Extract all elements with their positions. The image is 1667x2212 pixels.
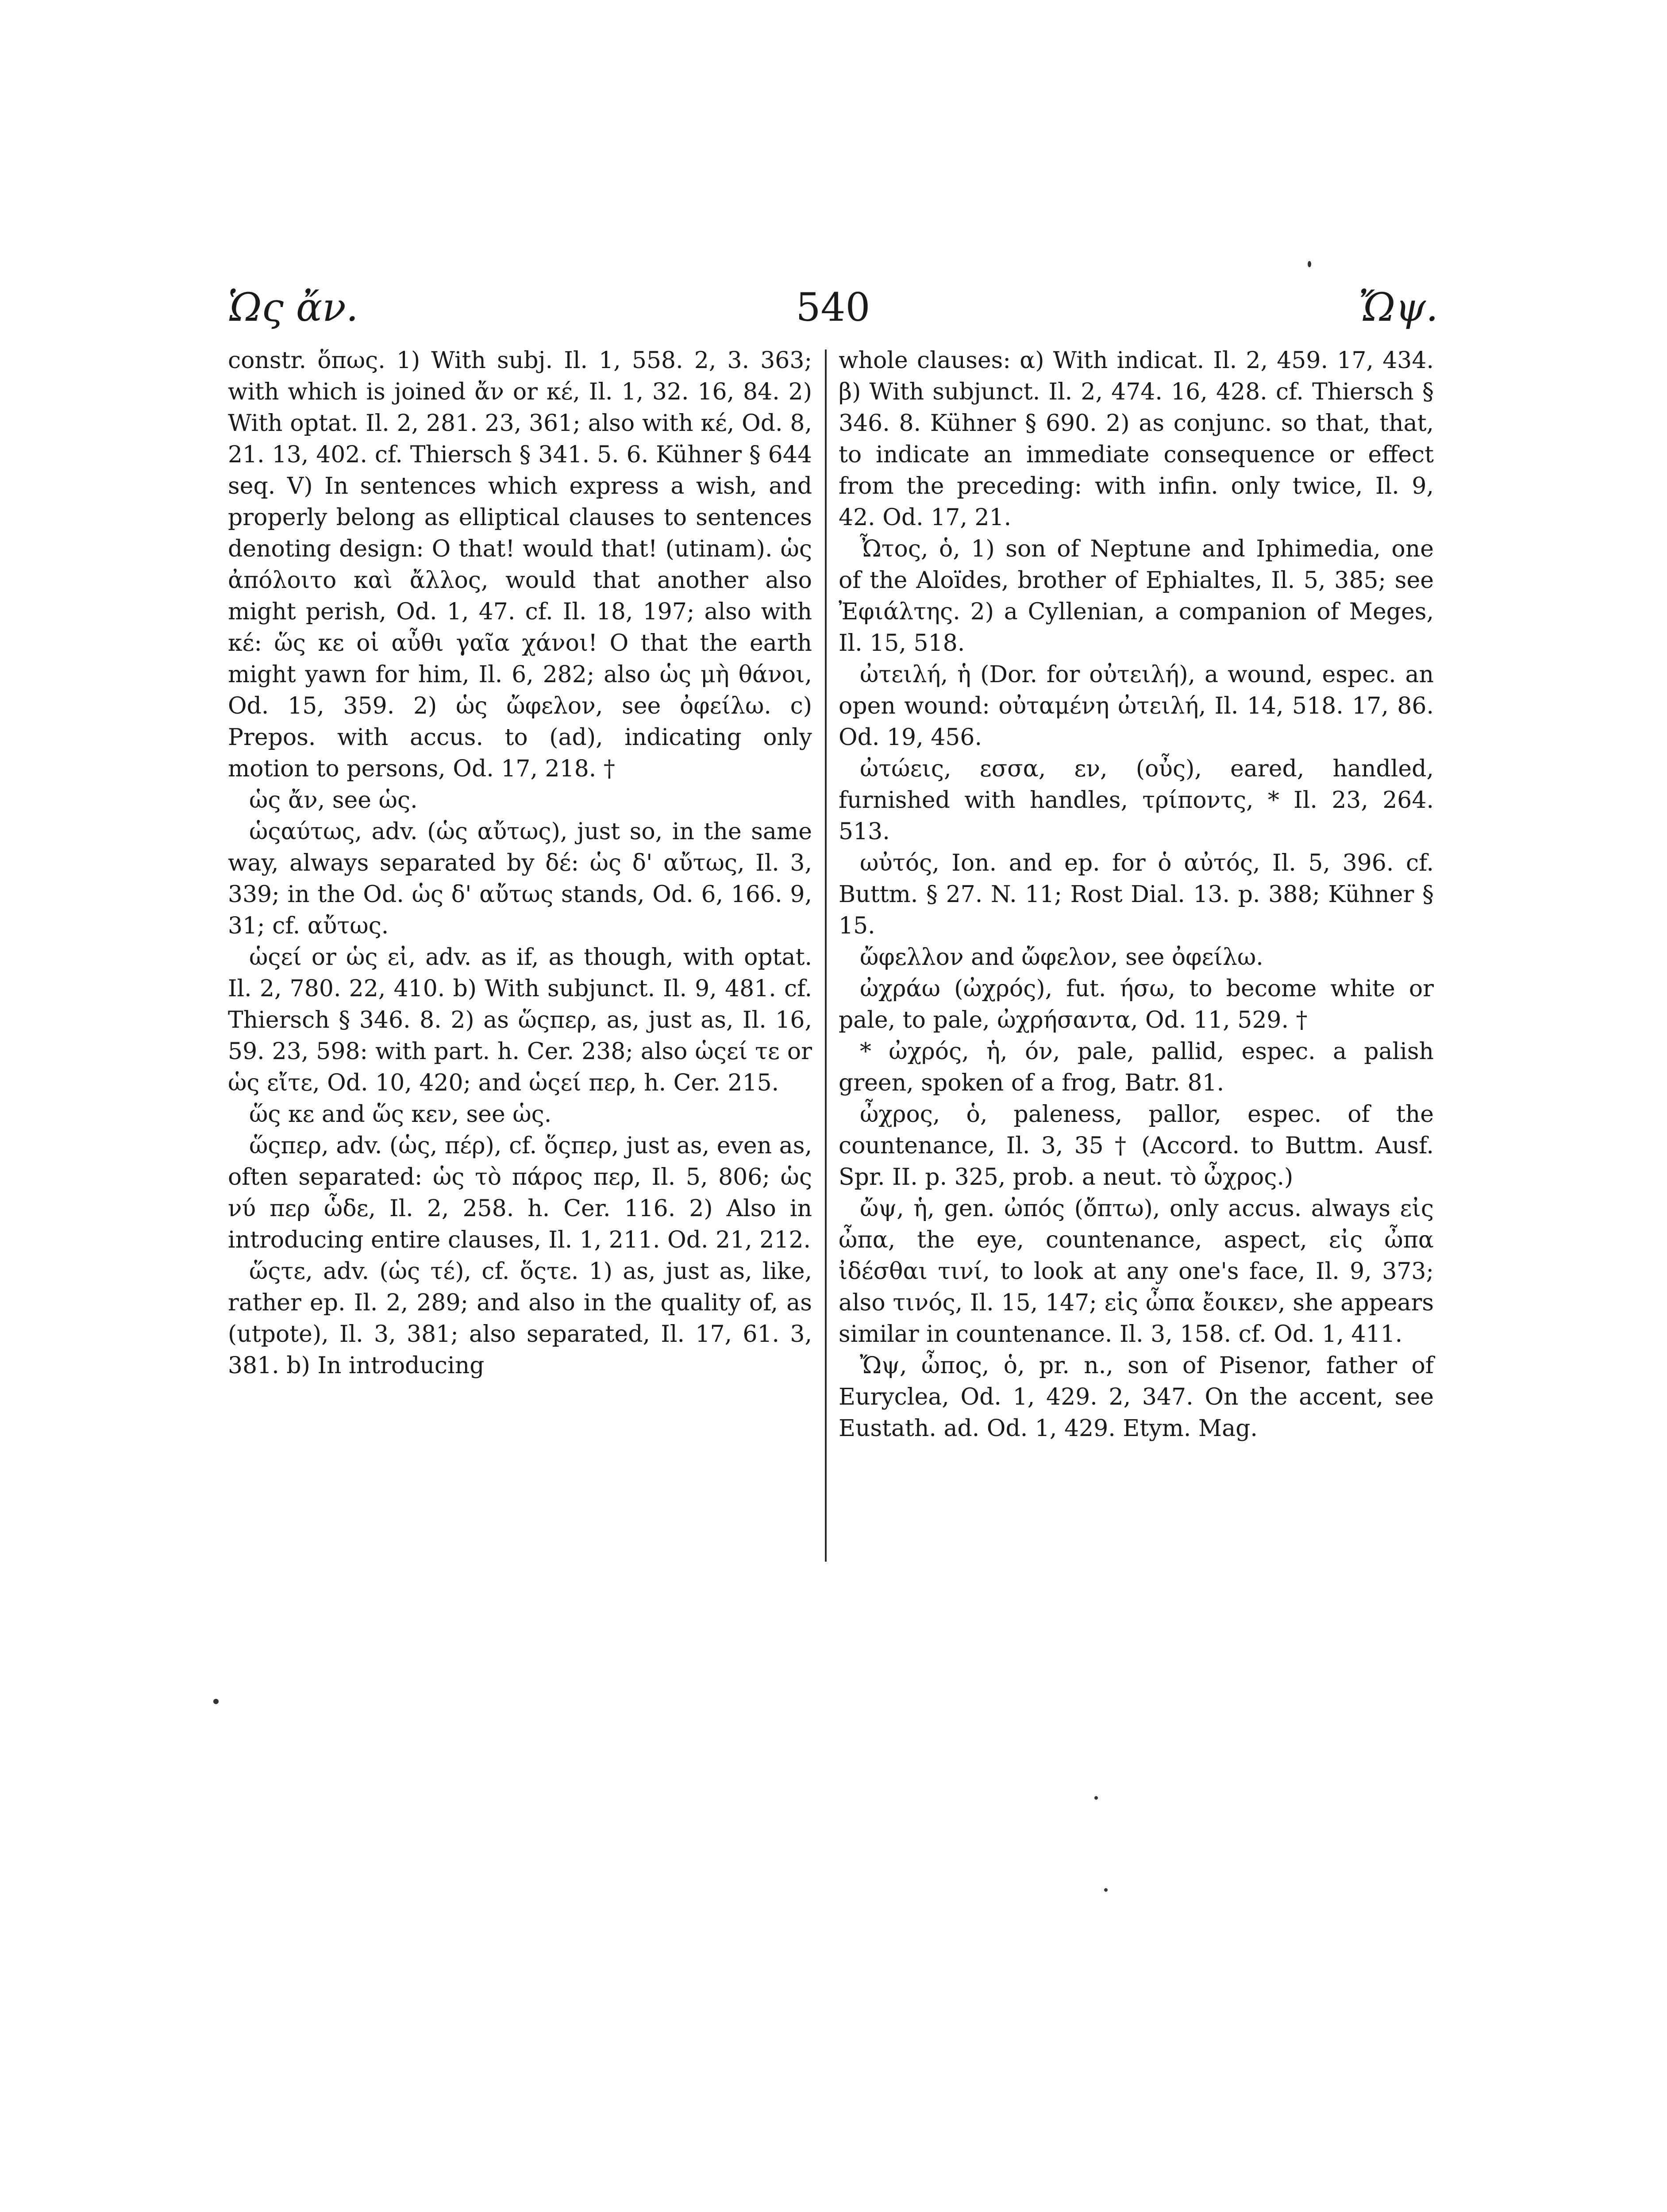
dictionary-entry: ὠτειλή, ἡ (Dor. for οὐτειλή), a wound, espec. an open wound: οὐταμένη ὠτειλή, Il. 14, 518. 17, 86. Od. 19, 456.: [839, 661, 1434, 751]
print-speck: [213, 1699, 219, 1704]
dictionary-entry: ὤφελλον and ὤφελον, see ὀφείλω.: [860, 944, 1263, 971]
header-left-guideword: Ὡς ἄν.: [228, 284, 358, 330]
dictionary-entry: Ὤψ, ὦπος, ὁ, pr. n., son of Pisenor, father of Euryclea, Od. 1, 429. 2, 347. On the accent, see Eustath. ad. Od. 1, 429. Etym. Mag.: [839, 1352, 1434, 1442]
dictionary-entry: whole clauses: α) With indicat. Il. 2, 459. 17, 434. β) With subjunct. Il. 2, 474. 16, 428. cf. Thiersch § 346. 8. Kühner § 690. 2) as conjunc. so that, that, to indicate an immediate consequence or effect from the preceding: with infin. only twice, Il. 9, 42. Od. 17, 21.: [839, 347, 1434, 531]
right-column: [839, 345, 1434, 1444]
print-speck: [1308, 261, 1311, 267]
dictionary-entry: ὠτώεις, εσσα, εν, (οὖς), eared, handled, furnished with handles, τρίποντς, * Il. 23, 264. 513.: [839, 756, 1434, 845]
dictionary-entry: * ὠχρός, ἡ, όν, pale, pallid, espec. a palish green, spoken of a frog, Batr. 81.: [839, 1038, 1434, 1096]
running-header: [228, 281, 1438, 334]
dictionary-entry: ὥςπερ, adv. (ὡς, πέρ), cf. ὅςπερ, just as, even as, often separated: ὡς τὸ πάρος περ, Il. 5, 806; ὡς νύ περ ὧδε, Il. 2, 258. h. Cer. 116. 2) Also in introducing entire clauses, Il. 1, 211. Od. 21, 212.: [228, 1133, 812, 1253]
dictionary-entry: ὦχρος, ὁ, paleness, pallor, espec. of the countenance, Il. 3, 35 † (Accord. to Buttm. Ausf. Spr. II. p. 325, prob. a neut. τὸ ὦχρος.): [839, 1101, 1434, 1190]
print-speck: [1094, 1796, 1098, 1800]
column-divider: [825, 349, 827, 1562]
dictionary-entry: Ὦτος, ὁ, 1) son of Neptune and Iphimedia, one of the Aloïdes, brother of Ephialtes, Il. 5, 385; see Ἐφιάλτης. 2) a Cyllenian, a companion of Meges, Il. 15, 518.: [839, 536, 1434, 657]
left-column: [228, 345, 812, 1382]
header-right-guideword: Ὤψ.: [1358, 284, 1438, 330]
dictionary-entry: ὠχράω (ὠχρός), fut. ήσω, to become white or pale, to pale, ὠχρήσαντα, Od. 11, 529. †: [839, 975, 1434, 1033]
dictionary-entry: ὡς ἄν, see ὡς.: [249, 787, 418, 814]
dictionary-entry: constr. ὅπως. 1) With subj. Il. 1, 558. 2, 3. 363; with which is joined ἄν or κέ, Il. 1, 32. 16, 84. 2) With optat. Il. 2, 281. 23, 361; also with κέ, Od. 8, 21. 13, 402. cf. Thiersch § 341. 5. 6. Kühner § 644 seq. V) In sentences which express a wish, and properly belong as elliptical clauses to sentences denoting design: O that! would that! (utinam). ὡς ἀπόλοιτο καὶ ἄλλος, would that another also might perish, Od. 1, 47. cf. Il. 18, 197; also with κέ: ὥς κε οἱ αὖθι γαῖα χάνοι! O that the earth might yawn for him, Il. 6, 282; also ὡς μὴ θάνοι, Od. 15, 359. 2) ὡς ὤφελον, see ὀφείλω. c) Prepos. with accus. to (ad), indicating only motion to persons, Od. 17, 218. †: [228, 347, 812, 782]
dictionary-entry: ωὐτός, Ion. and ep. for ὁ αὐτός, Il. 5, 396. cf. Buttm. § 27. N. 11; Rost Dial. 13. p. 388; Kühner § 15.: [839, 850, 1434, 939]
dictionary-entry: ὥς κε and ὥς κεν, see ὡς.: [249, 1101, 552, 1128]
dictionary-entry: ὡςεί or ὡς εἰ, adv. as if, as though, with optat. Il. 2, 780. 22, 410. b) With subjunct. Il. 9, 481. cf. Thiersch § 346. 8. 2) as ὥςπερ, as, just as, Il. 16, 59. 23, 598: with part. h. Cer. 238; also ὡςεί τε or ὡς εἴτε, Od. 10, 420; and ὡςεί περ, h. Cer. 215.: [228, 944, 812, 1096]
print-speck: [1104, 1888, 1108, 1892]
dictionary-entry: ὡςαύτως, adv. (ὡς αὔτως), just so, in the same way, always separated by δέ: ὡς δ' αὔτως, Il. 3, 339; in the Od. ὡς δ' αὔτως stands, Od. 6, 166. 9, 31; cf. αὔτως.: [228, 818, 812, 939]
page-number: 540: [796, 284, 870, 330]
dictionary-entry: ὤψ, ἡ, gen. ὠπός (ὄπτω), only accus. always εἰς ὦπα, the eye, countenance, aspect, εἰς ὦπα ἰδέσθαι τινί, to look at any one's face, Il. 9, 373; also τινός, Il. 15, 147; εἰς ὦπα ἔοικεν, she appears similar in countenance. Il. 3, 158. cf. Od. 1, 411.: [839, 1195, 1434, 1348]
dictionary-entry: ὥςτε, adv. (ὡς τέ), cf. ὅςτε. 1) as, just as, like, rather ep. Il. 2, 289; and also in the quality of, as (utpote), Il. 3, 381; also separated, Il. 17, 61. 3, 381. b) In introducing: [228, 1258, 812, 1379]
